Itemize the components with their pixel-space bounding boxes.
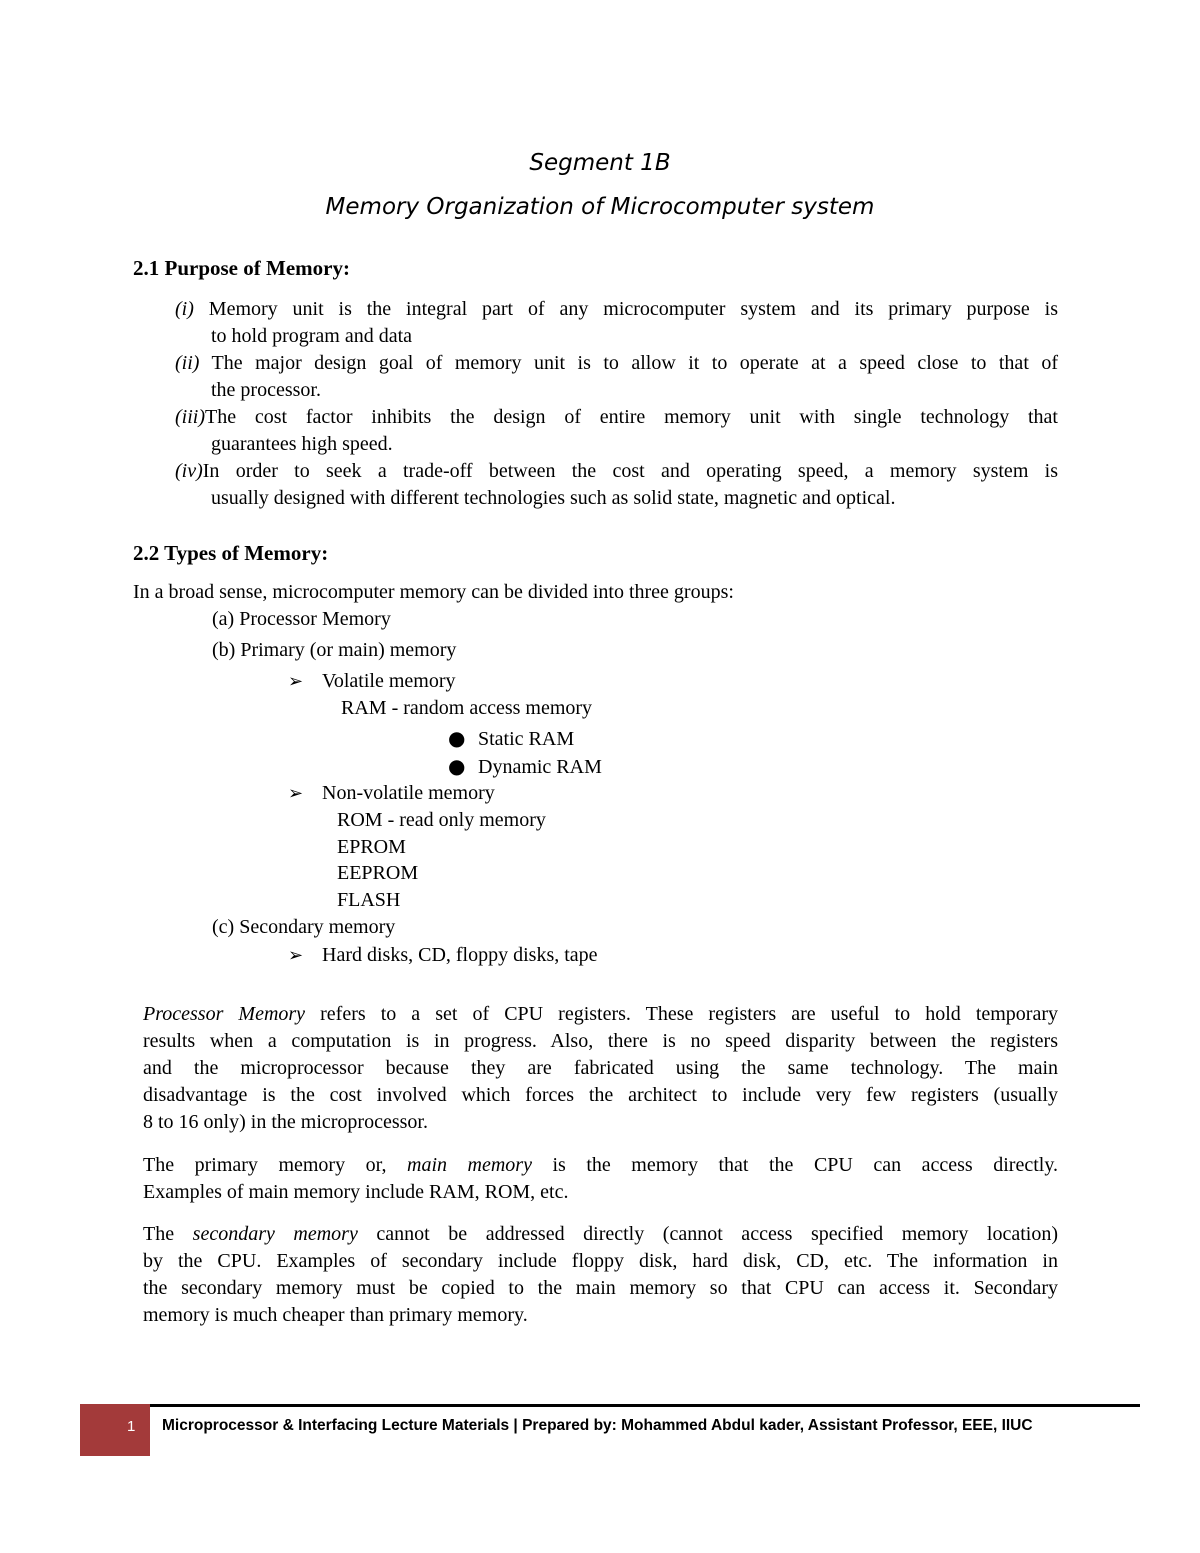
term-main-memory: main memory — [407, 1154, 532, 1176]
item-number: (i) — [175, 298, 194, 320]
arrow-bullet-icon: ➢ — [288, 783, 304, 804]
item-number: (iii) — [175, 406, 205, 428]
item-text-cont: the processor. — [211, 379, 321, 401]
type-a: (a) Processor Memory — [212, 608, 391, 630]
paragraph-processor-memory: Processor Memory refers to a set of CPU registers. These registers are useful to hold temporary results when a computation is in progress. Also, there is no speed disparity between the registers and the microprocessor because they are fabricated using the same technology. The main disadvantage is the cost involved which forces the architect to include very few registers (usually 8 to 16 only) in the microprocessor. — [143, 1003, 1059, 1133]
bullet-dot-icon: ● — [448, 726, 466, 750]
type-c: (c) Secondary memory — [212, 916, 396, 938]
section-heading-types: 2.2 Types of Memory: — [133, 541, 329, 565]
purpose-item-2 — [175, 350, 1058, 404]
static-ram-item — [448, 726, 574, 751]
flash-label: FLASH — [337, 889, 401, 911]
term-secondary-memory: secondary memory — [192, 1223, 358, 1245]
section-heading-purpose: 2.1 Purpose of Memory: — [133, 256, 350, 280]
nonvolatile-label: Non-volatile memory — [322, 782, 495, 804]
page-number-box — [80, 1404, 150, 1456]
term-processor-memory: Processor Memory — [143, 1003, 306, 1025]
item-text-cont: usually designed with different technologies such as solid state, magnetic and optical. — [211, 487, 896, 509]
secondary-list-item — [288, 944, 598, 967]
footer-divider — [150, 1404, 1140, 1407]
paragraph-main-memory: The primary memory or, main memory is the memory that the CPU can access directly. Examples of main memory include RAM, ROM, etc. — [143, 1154, 1059, 1203]
types-intro: In a broad sense, microcomputer memory can be divided into three groups: — [133, 581, 734, 603]
page-number: 1 — [127, 1418, 136, 1435]
footer-text: Microprocessor & Interfacing Lecture Materials | Prepared by: Mohammed Abdul kader, Assistant Professor, EEE, IIUC — [162, 1417, 1033, 1434]
eeprom-label: EEPROM — [337, 862, 419, 884]
purpose-item-1 — [175, 296, 1058, 350]
volatile-label: Volatile memory — [322, 670, 456, 692]
item-text-cont: to hold program and data — [211, 325, 413, 347]
document-subtitle: Memory Organization of Microcomputer system — [325, 194, 875, 220]
eprom-label: EPROM — [337, 836, 406, 858]
arrow-bullet-icon: ➢ — [288, 671, 304, 692]
item-number: (iv) — [175, 460, 203, 482]
type-b: (b) Primary (or main) memory — [212, 639, 457, 661]
item-text: The major design goal of memory unit is to allow it to operate at a speed close to that of — [211, 352, 1058, 374]
segment-title: Segment 1B — [529, 150, 671, 176]
rom-label: ROM - read only memory — [337, 809, 546, 831]
item-text: Memory unit is the integral part of any microcomputer system and its primary purpose is — [208, 298, 1059, 320]
item-text-cont: guarantees high speed. — [211, 433, 393, 455]
volatile-item — [288, 670, 456, 693]
paragraph-secondary-memory: The secondary memory cannot be addressed directly (cannot access specified memory location) by the CPU. Examples of secondary include floppy disk, hard disk, CD, etc. The information in the secondary memory must be copied to the main memory so that CPU can access it. Secondary memory is much cheaper than primary memory. — [143, 1223, 1058, 1326]
ram-label: RAM - random access memory — [341, 697, 593, 719]
arrow-bullet-icon: ➢ — [288, 945, 304, 966]
purpose-item-3 — [175, 404, 1058, 458]
item-text: The cost factor inhibits the design of entire memory unit with single technology that — [205, 406, 1058, 428]
static-ram-label: Static RAM — [478, 728, 575, 750]
bullet-dot-icon: ● — [448, 754, 466, 778]
dynamic-ram-label: Dynamic RAM — [478, 756, 602, 778]
dynamic-ram-item — [448, 754, 602, 779]
secondary-list-label: Hard disks, CD, floppy disks, tape — [322, 944, 598, 966]
nonvolatile-item — [288, 782, 495, 805]
purpose-item-4 — [175, 458, 1058, 512]
item-number: (ii) — [175, 352, 200, 374]
item-text: In order to seek a trade-off between the cost and operating speed, a memory system is — [202, 460, 1058, 482]
